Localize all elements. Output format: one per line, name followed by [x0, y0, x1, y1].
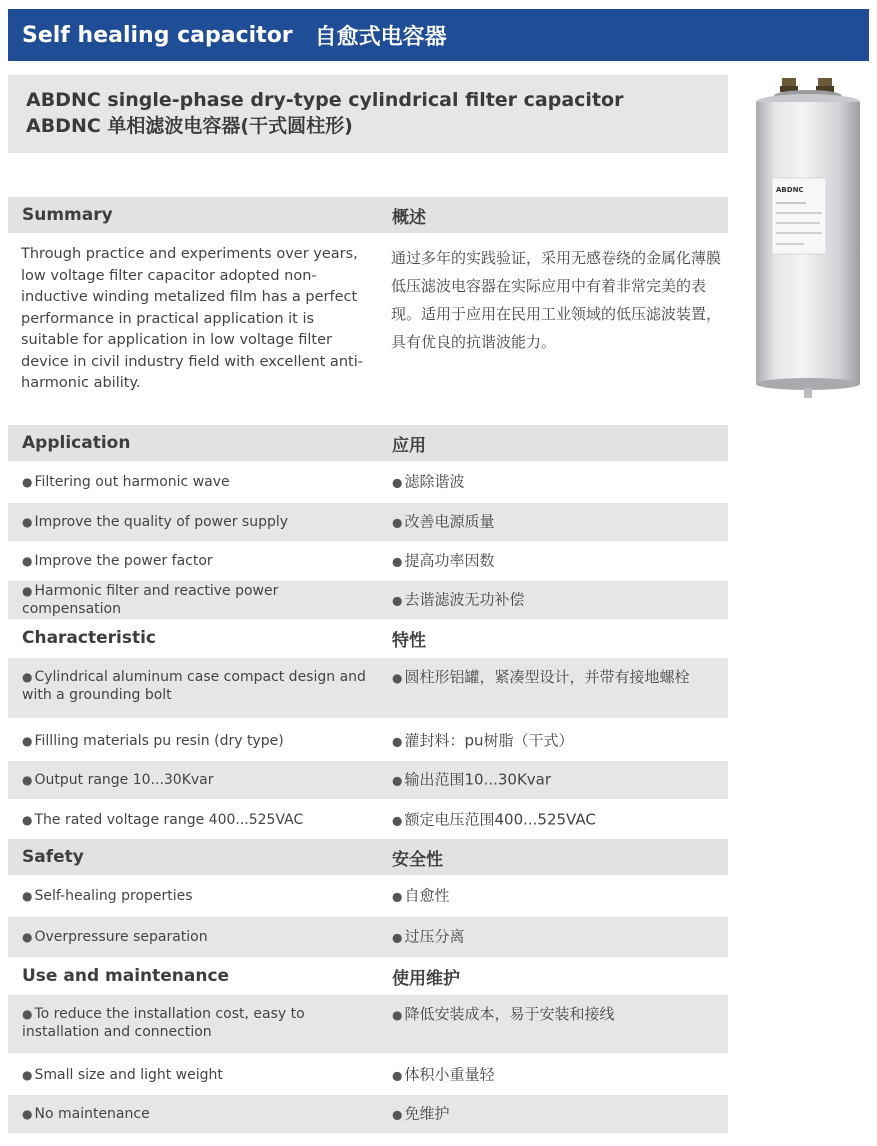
- product-title-en: ABDNC single-phase dry-type cylindrical filter capacitor: [26, 89, 624, 111]
- maintenance-item-cn: 降低安装成本，易于安装和接线: [404, 1005, 615, 1023]
- bullet-icon: ●: [392, 475, 403, 490]
- bullet-icon: ●: [392, 593, 403, 608]
- product-title-box: [8, 75, 728, 153]
- application-item-cn: 提高功率因数: [404, 551, 495, 570]
- bullet-icon: ●: [22, 734, 33, 748]
- application-item-cn: 改善电源质量: [404, 512, 495, 531]
- application-heading: [8, 425, 728, 461]
- product-title-cn: ABDNC 单相滤波电容器(干式圆柱形): [26, 115, 353, 137]
- bullet-icon: ●: [392, 1107, 403, 1122]
- list-item: [8, 463, 728, 501]
- application-item-cn: 去谐滤波无功补偿: [404, 590, 525, 609]
- characteristic-heading-en: Characteristic: [22, 628, 156, 648]
- list-item: [8, 801, 728, 839]
- bullet-icon: ●: [22, 584, 33, 598]
- bullet-icon: ●: [392, 1068, 403, 1083]
- page-header: [8, 9, 869, 61]
- bullet-icon: ●: [392, 554, 403, 569]
- summary-text-cn: 通过多年的实践验证，采用无感卷绕的金属化薄膜低压滤波电容器在实际应用中有着非常完美的表现。适用于应用在民用工业领域的低压滤波装置，具有优良的抗谐波能力。: [391, 249, 722, 351]
- summary-text-en: Through practice and experiments over years, low voltage filter capacitor adopted non-inductive winding metalized film has a perfect performance in practical application it is suitable for application in low voltage filter device in civil industry field with excellent anti-harmonic ability.: [21, 246, 363, 391]
- bullet-icon: ●: [392, 930, 403, 945]
- safety-heading-cn: 安全性: [392, 849, 443, 870]
- characteristic-heading-cn: 特性: [392, 630, 426, 651]
- list-item: [8, 581, 728, 619]
- characteristic-item-en: Cylindrical aluminum case compact design and with a grounding bolt: [22, 669, 366, 703]
- list-item: [8, 503, 728, 541]
- characteristic-item-en: Fillling materials pu resin (dry type): [34, 733, 284, 749]
- maintenance-item-en: To reduce the installation cost, easy to installation and connection: [22, 1006, 305, 1040]
- characteristic-heading: [8, 620, 728, 656]
- application-item-cn: 滤除谐波: [404, 472, 465, 491]
- summary-heading: [8, 197, 728, 233]
- header-title-en: Self healing capacitor: [22, 22, 293, 48]
- bullet-icon: ●: [22, 889, 33, 903]
- bullet-icon: ●: [392, 515, 403, 530]
- maintenance-item-en: Small size and light weight: [34, 1067, 223, 1083]
- maintenance-heading-en: Use and maintenance: [22, 966, 230, 986]
- list-item: [8, 995, 728, 1053]
- maintenance-heading: [8, 958, 728, 994]
- characteristic-item-cn: 灌封料：pu树脂（干式）: [404, 731, 574, 750]
- list-item: [8, 543, 728, 579]
- capacitor-product-image: [752, 72, 864, 402]
- maintenance-item-en: No maintenance: [34, 1106, 150, 1122]
- bullet-icon: ●: [392, 889, 403, 904]
- safety-item-en: Self-healing properties: [34, 888, 193, 904]
- bullet-icon: ●: [22, 773, 33, 787]
- maintenance-heading-cn: 使用维护: [392, 968, 460, 989]
- list-item: [8, 917, 728, 957]
- bullet-icon: ●: [22, 515, 33, 529]
- bullet-icon: ●: [22, 1107, 33, 1121]
- bullet-icon: ●: [22, 813, 33, 827]
- header-title-cn: 自愈式电容器: [314, 24, 447, 50]
- characteristic-item-en: The rated voltage range 400...525VAC: [34, 812, 304, 828]
- safety-item-cn: 自愈性: [404, 886, 450, 905]
- list-item: [8, 761, 728, 799]
- summary-heading-cn: 概述: [392, 207, 426, 228]
- safety-item-cn: 过压分离: [404, 927, 465, 946]
- characteristic-item-cn: 输出范围10...30Kvar: [404, 770, 552, 789]
- safety-heading: [8, 839, 728, 875]
- safety-heading-en: Safety: [22, 847, 84, 867]
- bullet-icon: ●: [22, 670, 33, 684]
- application-heading-en: Application: [22, 433, 131, 453]
- list-item: [8, 1056, 728, 1094]
- maintenance-item-cn: 体积小重量轻: [404, 1065, 495, 1084]
- bullet-icon: ●: [392, 773, 403, 788]
- list-item: [8, 658, 728, 718]
- list-item: [8, 1095, 728, 1133]
- product-label-brand: ABDNC: [776, 186, 804, 194]
- bullet-icon: ●: [22, 1007, 33, 1021]
- bullet-icon: ●: [392, 734, 403, 749]
- bullet-icon: ●: [392, 671, 403, 685]
- application-heading-cn: 应用: [392, 435, 426, 456]
- characteristic-item-en: Output range 10...30Kvar: [34, 772, 214, 788]
- application-item-en: Improve the quality of power supply: [34, 514, 289, 530]
- bullet-icon: ●: [22, 1068, 33, 1082]
- summary-heading-en: Summary: [22, 205, 113, 225]
- bullet-icon: ●: [22, 554, 33, 568]
- characteristic-item-cn: 圆柱形铝罐，紧凑型设计，并带有接地螺栓: [404, 668, 690, 686]
- bullet-icon: ●: [22, 475, 33, 489]
- bullet-icon: ●: [392, 1008, 403, 1022]
- application-item-en: Improve the power factor: [34, 553, 213, 569]
- application-item-en: Filtering out harmonic wave: [34, 474, 230, 490]
- bullet-icon: ●: [22, 930, 33, 944]
- list-item: [8, 877, 728, 915]
- bullet-icon: ●: [392, 813, 403, 828]
- list-item: [8, 722, 728, 760]
- safety-item-en: Overpressure separation: [34, 929, 208, 945]
- maintenance-item-cn: 免维护: [404, 1104, 450, 1123]
- application-item-en: Harmonic filter and reactive power compensation: [22, 583, 279, 617]
- characteristic-item-cn: 额定电压范围400...525VAC: [404, 810, 596, 829]
